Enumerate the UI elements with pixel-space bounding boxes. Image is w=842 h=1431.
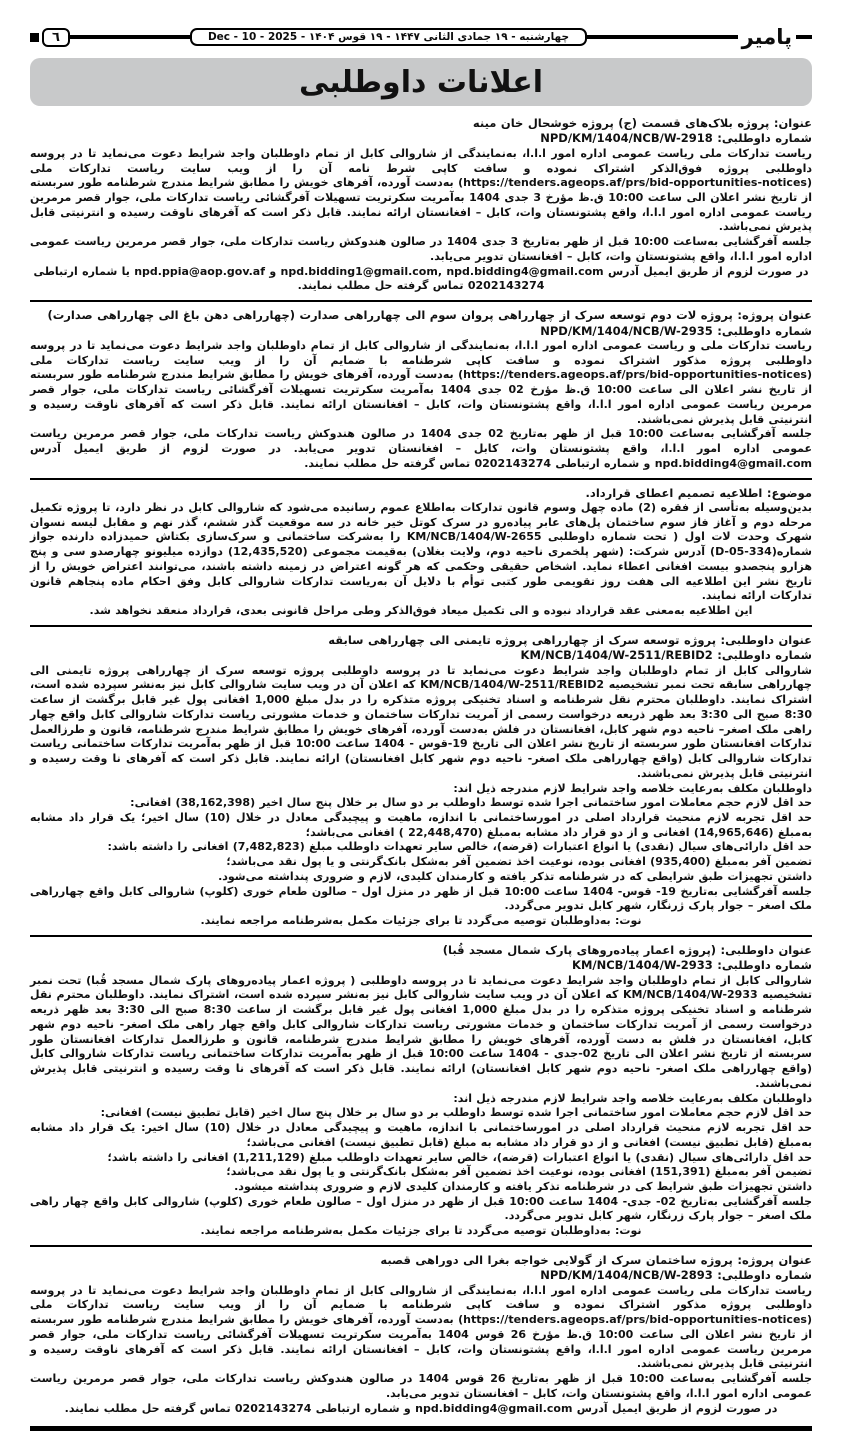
paper-name: پامیر bbox=[741, 24, 792, 49]
notice-paragraph: جلسه آفرگشایی به‌ساعت 10:00 قبل از ظهر به‌تاریخ 26 قوس 1404 در صالون هندوکش ریاست تدارکات ملی، جوار قصر مرمرین ریاست عمومی اداره امور ا.ا.ا، واقع پشتونستان وات، کابل – افغانستان تدویر می‌یابد. bbox=[30, 1372, 812, 1400]
notice-khushhal-khan-blocks bbox=[30, 112, 812, 298]
notice-paragraph: جلسه آفرگشایی به‌تاریخ 02- جدی- 1404 ساعت 10:00 قبل از ظهر در منزل اول – صالون طعام خوری (کلوپ) شاروالی کابل واقع چهار راهی ملک اصغر – جوار پارک زرنگار، شهر کابل تدویر می‌گردد. bbox=[30, 1194, 813, 1223]
section-separator bbox=[30, 478, 812, 480]
notice-heading: شماره داوطلبی: NPD/KM/1404/NCB/W-2935 bbox=[540, 323, 812, 338]
notice-heading: شماره داوطلبی: NPD/KM/1404/NCB/W-2918 bbox=[540, 131, 812, 146]
notice-paragraph: جلسه آفرگشایی به‌تاریخ 19- قوس- 1404 ساعت 10:00 قبل از ظهر در منزل اول – صالون طعام خوری (کلوپ) شاروالی کابل واقع چهارراهی ملک اصغر – جوار پارک ژرنگار، شهر کابل تدویر می‌گردد. bbox=[30, 884, 813, 913]
tenders-banner bbox=[30, 58, 812, 106]
section-separator bbox=[30, 1245, 812, 1247]
notice-paragraph: داوطلبان مکلف به‌رعایت خلاصه واجد شرایط لازم مندرجه ذیل اند: bbox=[453, 781, 812, 795]
notice-road-lot2-sedarat bbox=[30, 304, 812, 475]
notice-note: در صورت لزوم از طریق ایمیل آدرس npd.bidding1@gmail.com, npd.bidding4@gmail.com و npd.ppia@aop.gov.af یا شماره ارتباطی 0202143274 تماس گرفته حل مطلب نمایند. bbox=[33, 264, 809, 293]
section-separator bbox=[30, 625, 812, 627]
bottom-rule bbox=[30, 1426, 812, 1431]
notices-list bbox=[30, 112, 812, 1420]
notice-note: نوت: به‌داوطلبان توصیه می‌گردد تا برای جزئیات مکمل به‌شرطنامه مراجعه نمایند. bbox=[200, 914, 642, 928]
notice-heading: شماره داوطلبی: KM/NCB/1404/W-2933 bbox=[572, 958, 812, 973]
masthead-right-dash bbox=[796, 35, 812, 39]
notice-note: نوت: به‌داوطلبان توصیه می‌گردد تا برای جزئیات مکمل به‌شرطنامه مراجعه نمایند. bbox=[200, 1224, 642, 1238]
notice-heading: موضوع: اطلاعیه تصمیم اعطای قرارداد. bbox=[585, 485, 812, 500]
notice-taimani-road-rebid2 bbox=[30, 629, 812, 933]
notice-note: این اطلاعیه به‌معنی عقد قرارداد نبوده و الی تکمیل میعاد فوق‌الذکر وطی مراحل قانونی بعدی، قرارداد منعقد نخواهد شد. bbox=[89, 604, 753, 618]
notice-paragraph: ریاست تدارکات ملی و ریاست عمومی اداره امور ا.ا.ا، به‌نمایندگی از شاروالی کابل از تمام داوطلبان واجد شرایط دعوت می‌نماید تا در پروسه داوطلبی پروژه مذکور اشتراک نموده و سافت کاپی شرطنامه با ضمایم آن را از ویب سایت ریاست تدارکات ملی (https://tenders.ageops.af/prs/bid-opportunities-notices) به‌دست آورده، آفرهای خویش را مطابق شرایط مندرج شرطنامه طور سربسته از تاریخ نشر اعلان الی ساعت 10:00 ق.ظ مؤرخ 02 جدی 1404 به‌آمریت سکرتریت تسهیلات آفرگشائی ریاست تدارکات ملی، جوار قصر مرمرین ریاست عمومی اداره امور ا.ا.ا، واقع پشتونستان وات، کابل – افغانستان ارائه نمایند. قابل ذکر است که آفرهای ناوقت رسیده و انترنیتی قابل پذیرش نمی‌باشند. bbox=[30, 338, 813, 426]
award-decision-notice bbox=[30, 482, 812, 623]
notice-heading: عنوان پروژه: پروژه لات دوم توسعه سرک از چهارراهی پروان سوم الی چهارراهی صدارت (چهارراهی دهن باغ الی چهارراهی صدارت) bbox=[47, 308, 812, 323]
masthead-rule-right bbox=[587, 35, 738, 39]
notice-paragraph: شاروالی کابل از تمام داوطلبان واجد شرایط دعوت می‌نماید تا در پروسه داوطلبی پروژه توسعه سرک از چهارراهی پروژه تایمنی الی چهارراهی سابقه تحت نمبر تشخیصیه KM/NCB/1404/W-2511/REBID2 که اعلان آن در ویب سایت شاروالی کابل نیز به‌نشر سپرده شده است، اشتراک نمایند. داوطلبان محترم نقل شرطنامه و اسناد تخنیکی پروژه متذکره را در بدل مبلغ 1,000 افغانی پول غیر قابل برگشت از ساعت 8:30 صبح الی 3:30 بعد ظهر ذریعه درخواست رسمی از آمریت تدارکات ساختمان و خدمات مشورتی ریاست تدارکات شاروالی کابل واقع چهار راهی ملک اصغر– ناحیه دوم شهر کابل، افغانستان در فلش به‌دست آورده، آفرهای خویش را مطابق شرایط مندرج شرطنامه، قانون و طرزالعمل تدارکات افغانستان طور سربسته از تاریخ نشر اعلان الی تاریخ 19-قوس - 1404 ساعت 10:00 قبل از ظهر به‌آمریت تدارکات ساختمانی ریاست تدارکات شاروالی کابل (واقع چهارراهی ملک اصغر- ناحیه دوم شهر کابل افغانستان) ارائه نمایند. قابل ذکر است که آفرهای نا وقت رسیده و انترنیتی قابل پذیرش نمی‌باشند. bbox=[30, 663, 812, 780]
masthead bbox=[30, 24, 812, 50]
notice-paragraph: ریاست تدارکات ملی ریاست عمومی اداره امور ا.ا.ا، به‌نمایندگی از شاروالی کابل از تمام داوطلبان واجد شرایط دعوت می‌نماید تا در پروسه داوطلبی پروژه مذکور اشتراک نموده و سافت کاپی شرطنامه با ضمایم آن را از ویب سایت ریاست تدارکات ملی (https://tenders.ageops.af/prs/bid-opportunities-notices) به‌دست آورده، آفرهای خویش را مطابق شرایط مندرج شرطنامه طور سربسته از تاریخ نشر اعلان الی ساعت 10:00 ق.ظ مؤرخ 26 قوس 1404 به‌آمریت سکرتریت تسهیلات آفرگشائی ریاست تدارکات ملی، جوار قصر مرمرین ریاست عمومی اداره امور ا.ا.ا، واقع پشتونستان وات، کابل – افغانستان ارائه نمایند. قابل ذکر است که آفرهای ناوقت رسیده و انترنیتی قابل پذیرش نمی‌باشند. bbox=[30, 1283, 812, 1371]
notice-paragraph: داوطلبان مکلف به‌رعایت خلاصه واجد شرایط لازم مندرجه ذیل اند: bbox=[453, 1091, 812, 1105]
notice-paragraph: تضیمن آفر به‌مبلغ (151,391) افغانی بوده، نوعیت اخذ تضمین آفر به‌شکل بانک‌گرنتی و یا پول نقد می‌باشد؛ bbox=[226, 1165, 812, 1179]
notice-heading: عنوان داوطلبی: (پروژه اعمار پیاده‌روهای پارک شمال مسجد قُبا) bbox=[442, 942, 812, 957]
notice-heading: شماره داوطلبی: NPD/KM/1404/NCB/W-2893 bbox=[540, 1268, 812, 1283]
notice-paragraph: شاروالی کابل از تمام داوطلبان واجد شرایط دعوت می‌نماید تا در پروسه داوطلبی ( پروژه اعمار پیاده‌روهای پارک شمال مسجد قُبا) تحت نمبر تشخیصیه KM/NCB/1404/W-2933 که اعلان آن در ویب سایت شاروالی کابل نیز به‌نشر سپرده شده است، اشتراک نمایند. داوطلبان محترم نقل شرطنامه و اسناد تخنیکی پروژه متذکره را در بدل مبلغ 1,000 افغانی پول غیر قابل برگشت از ساعت 8:30 صبح الی 3:30 بعد ظهر ذریعه درخواست رسمی از آمریت تدارکات ساختمان و خدمات مشورتی ریاست تدارکات شاروالی کابل واقع چهار راهی ملک اصغر- ناحیه دوم شهر کابل، افغانستان در فلش به دست آورده، آفرهای خویش را مطابق شرایط مندرج شرطنامه، قانون و طرزالعمل تدارکات افغانستان طور سربسته از تاریخ نشر اعلان الی تاریخ 02-جدی - 1404 ساعت 10:00 قبل از ظهر به‌آمریت تدارکات ساختمانی ریاست تدارکات شاروالی کابل (واقع چهارراهی ملک اصغر- ناحیه دوم شهر کابل افغانستان) ارائه نمایند. قابل ذکر است که آفرهای نا وقت رسیده و انترنیتی قابل پذیرش نمی‌باشند. bbox=[30, 973, 812, 1090]
notice-paragraph: جلسه آفرگشایی به‌ساعت 10:00 قبل از ظهر به‌تاریخ 02 جدی 1404 در صالون هندوکش ریاست تدارکات ملی، جوار قصر مرمرین ریاست عمومی اداره امور ا.ا.ا، واقع پشتونستان وات، کابل – افغانستان تدویر می‌یابد. در صورت لزوم از طریق ایمیل آدرس npd.bidding4@gmail.com و شماره ارتباطی 0202143274 تماس گرفته حل مطلب نمایند. bbox=[30, 427, 813, 470]
notice-paragraph: داشتن تجهیزات طبق شرایط کی در شرطنامه تذکر یافته و کارمندان کلیدی لازم و ضروری پنداشته میشود. bbox=[234, 1179, 812, 1193]
notice-paragraph: حد اقل دارائی‌های سیال (نقدی) یا انواع اعتبارات (قرضه)، خالص سایر تعهدات داوطلب مبلغ (7,482,823) افغانی را داشته باشد: bbox=[107, 840, 812, 854]
notice-paragraph: تضمین آفر به‌مبلغ (935,400) افغانی بوده، نوعیت اخذ تضمین آفر به‌شکل بانک‌گرنتی و یا پول نقد می‌باشد؛ bbox=[226, 855, 812, 869]
notice-paragraph: حد اقل تجربه لازم منحیث قرارداد اصلی در امورساختمانی با اندازه، ماهیت و پیچیدگی معادل در خلال (10) سال اخیر: یک قرار داد مشابه به‌مبلغ (قابل تطبیق نیست) افغانی و از دو قرار داد مشابه به مبلغ (قابل تطبیق نیست) افغانی می‌باشد؛ bbox=[30, 1121, 812, 1149]
date-box: چهارشنبه - ۱۹ جمادی الثانی ۱۴۴۷ - ۱۹ قوس ۱۴۰۴ - Dec - 10 - 2025 bbox=[190, 28, 587, 46]
page-number-box: ٦ bbox=[42, 28, 70, 47]
notice-paragraph: حد اقل لازم حجم معاملات امور ساختمانی اجرا شده توسط داوطلب بر دو سال بر خلال پنج سال اخیر (38,162,398) افغانی: bbox=[130, 796, 812, 810]
masthead-rule-left bbox=[70, 35, 190, 39]
notice-paragraph: حد اقل تجربه لازم منحیث قرارداد اصلی در امورساختمانی با اندازه، ماهیت و پیچیدگی معادل در خلال (10) سال اخیر؛ یک قرار داد مشابه به‌مبلغ (14,965,646) افغانی و از دو قرار داد مشابه به‌مبلغ (22,448,470 ) افغانی می‌باشد؛ bbox=[30, 811, 812, 839]
notice-paragraph: داشتن تجهیزات طبق شرایطی که در شرطنامه تذکر یافته و کارمندان کلیدی، لازم و ضروری پنداشته می‌شود. bbox=[218, 869, 812, 883]
notice-heading: عنوان: پروژه بلاک‌های قسمت (ج) پروژه خوشحال خان مینه bbox=[472, 116, 812, 130]
notice-paragraph: جلسه آفرگشایی به‌ساعت 10:00 قبل از ظهر به‌تاریخ 3 جدی 1404 در صالون هندوکش ریاست تدارکات ملی، جوار قصر مرمرین ریاست عمومی اداره امور ا.ا.ا، واقع پشتونستان وات، کابل – افغانستان تدویر می‌یابد. bbox=[30, 235, 812, 263]
notice-heading: عنوان پروژه: پروژه ساختمان سرک از گولایی خواجه بغرا الی دوراهی قصبه bbox=[380, 1252, 812, 1267]
notice-paragraph: بدین‌وسیله به‌تأسی از فقره (2) ماده چهل وسوم قانون تدارکات به‌اطلاع عموم رسانیده می‌شود که شاروالی کابل در نظر دارد، تا پروژه تکمیل مرحله دوم و آغاز فاز سوم ساختمان پل‌های عابر پیاده‌رو در سرک کوتل خیر خانه در سه موقعیت گذر ششم، گذر نهم و مقابل لیسه نسوان شهرک وحدت لات اول ( تحت شماره داوطلبی KM/NCB/1404/W-2655 را به‌شرکت ساختمانی و سرک‌سازی بکتاش حمیدزاده دارنده جواز شماره(D-05-334) آدرس شرکت: (شهر پلخمری ناحیه دوم، ولایت بغلان) به‌قیمت مجموعی (12,435,520) دوازده میلیونو چهارصدو سی و پنج هزارو پنجصدو بیست افغانی اعطاء نماید. اشخاص حقیقی وحکمی که هر گونه اعتراض در زمینه داشته باشند، می‌توانند اعتراض خویش را از تاریخ نشر این اطلاعیه الی هفت روز تقویمی طور کتبی توأم با دلایل آن به‌ریاست تدارکات شاروالی کابل وفق احکام ماده پنجاهم قانون تدارکات ارائه نمایند. bbox=[30, 500, 812, 603]
notice-paragraph: حد اقل لازم حجم معاملات امور ساختمانی اجرا شده توسط داوطلب بر دو سال بر خلال پنج سال اخیر (قابل تطبیق نیست) افغانی: bbox=[100, 1106, 812, 1120]
notice-paragraph: حد اقل دارائی‌های سیال (نقدی) یا انواع اعتبارات (قرضه)، خالص سایر تعهدات داوطلب مبلغ (1,211,129) افغانی را داشته باشد؛ bbox=[107, 1150, 812, 1164]
banner-title: اعلانات داوطلبی bbox=[298, 64, 544, 100]
masthead-end-square bbox=[30, 33, 39, 42]
notice-quba-park-sidewalks bbox=[30, 939, 812, 1243]
notice-note: در صورت لزوم از طریق ایمیل آدرس npd.bidding4@gmail.com و شماره ارتباطی 0202143274 تماس گرفته حل مطلب نمایند. bbox=[64, 1401, 778, 1415]
notice-heading: شماره داوطلبی: KM/NCB/1404/W-2511/REBID2 bbox=[520, 648, 812, 663]
section-separator bbox=[30, 300, 812, 302]
notice-khwaja-baghra-road bbox=[30, 1249, 812, 1420]
section-separator bbox=[30, 935, 812, 937]
notice-paragraph: ریاست تدارکات ملی ریاست عمومی اداره امور ا.ا.ا، به‌نمایندگی از شاروالی کابل از تمام داوطلبان واجد شرایط دعوت می‌نماید تا در پروسه داوطلبی پروژه فوق‌الذکر اشتراک نموده و سافت کاپی شرط نامه آن را از ویب سایت ریاست تدارکات ملی (https://tenders.ageops.af/prs/bid-opportunities-notices) به‌دست آورده، آفرهای خویش را مطابق شرایط مندرج شرطنامه طور سربسته از تاریخ نشر اعلان الی ساعت 10:00 ق.ظ مؤرخ 3 جدی 1404 به‌آمریت سکرتریت تسهیلات آفرگشائی ریاست تدارکات ملی، جوار قصر مرمرین ریاست عمومی اداره امور ا.ا.ا، واقع پشتونستان وات، کابل – افغانستان ارائه نمایند. قابل ذکر است که آفرهای ناوقت رسیده و انترنیتی قابل پذیرش نمی‌باشد. bbox=[30, 146, 813, 234]
notice-heading: عنوان داوطلبی: پروژه توسعه سرک از چهارراهی پروژه تایمنی الی چهارراهی سابقه bbox=[328, 632, 812, 647]
